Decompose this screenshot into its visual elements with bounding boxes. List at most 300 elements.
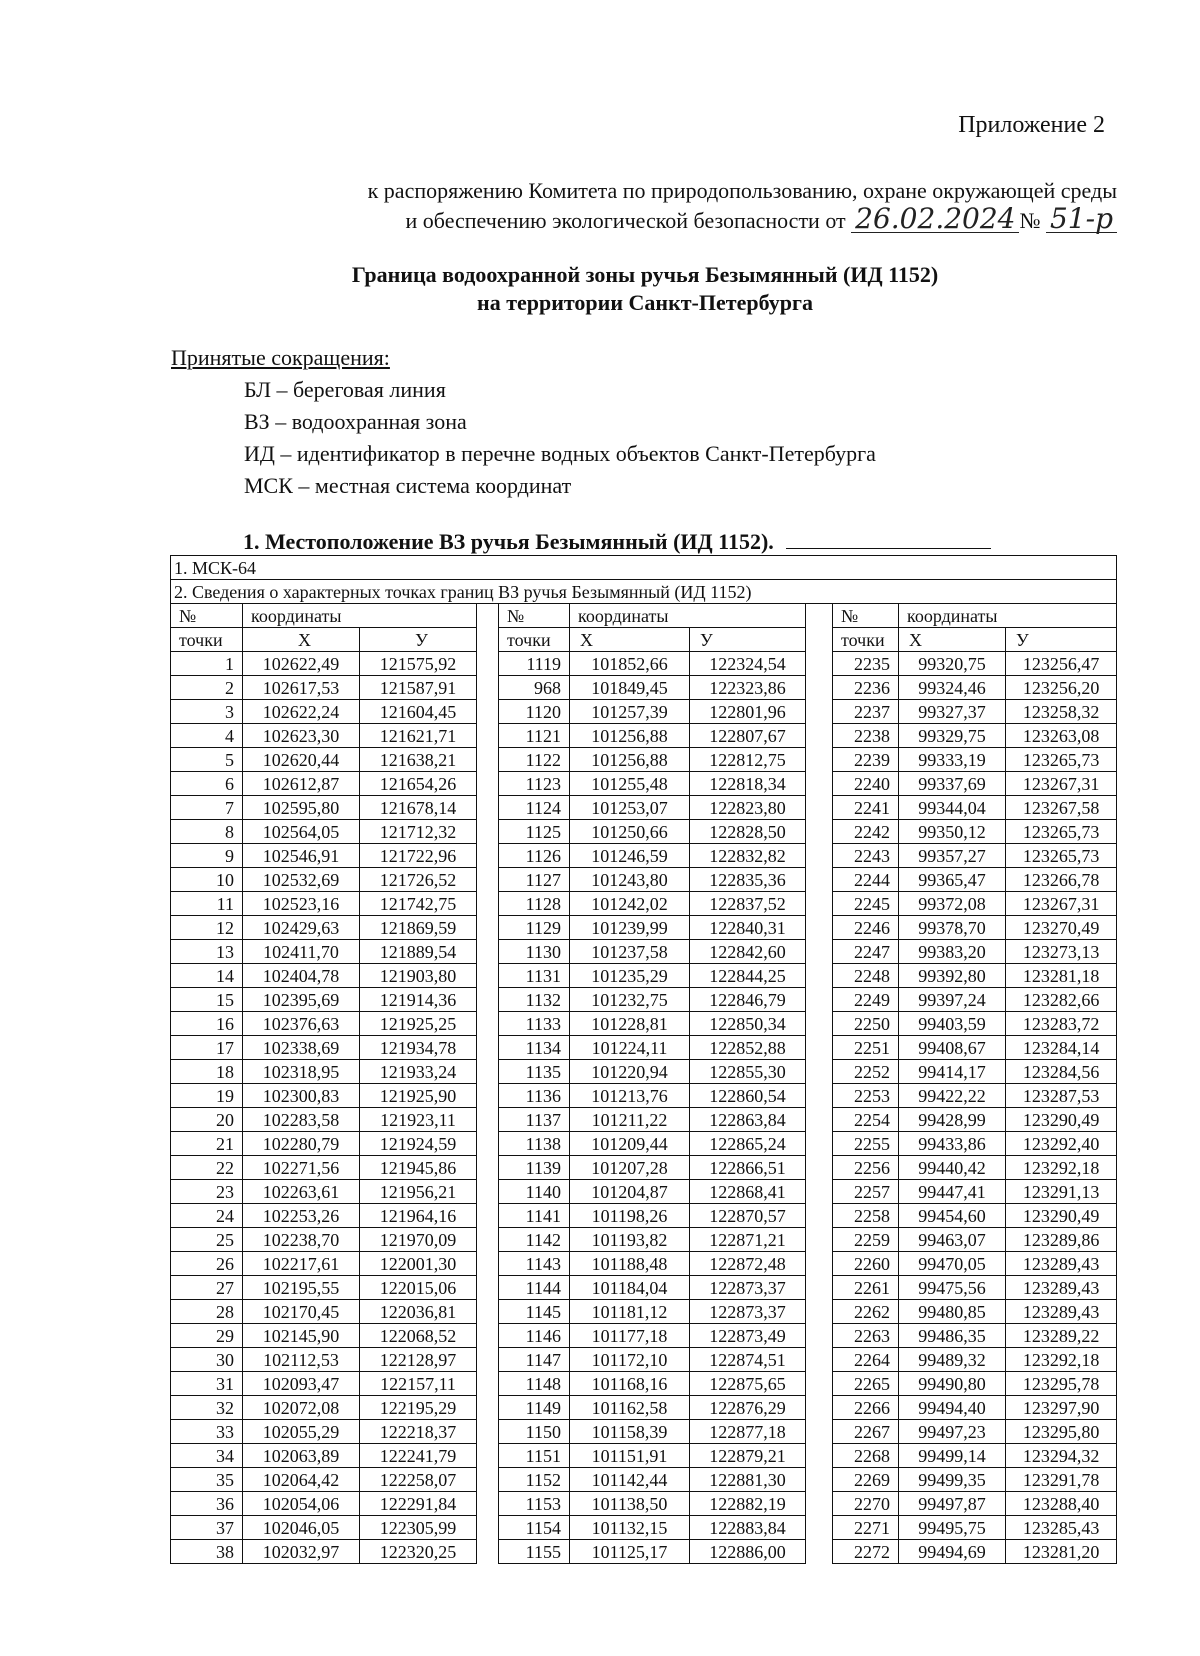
x-coordinate-cell: 102338,69 [243,1036,360,1060]
x-coordinate-cell: 101158,39 [570,1420,690,1444]
table-row [171,988,1117,1012]
y-coordinate-cell: 122863,84 [690,1108,806,1132]
table-row-description [171,580,1117,604]
y-coordinate-cell: 122323,86 [690,676,806,700]
column-gap [477,1420,499,1444]
y-coordinate-cell: 123258,32 [1006,700,1117,724]
point-number-cell: 1149 [499,1396,570,1420]
column-gap [477,1300,499,1324]
y-coordinate-cell: 123291,13 [1006,1180,1117,1204]
table-row [171,1444,1117,1468]
table-row [171,1204,1117,1228]
x-coordinate-cell: 102532,69 [243,868,360,892]
x-coordinate-cell: 99357,27 [899,844,1006,868]
y-coordinate-cell: 122801,96 [690,700,806,724]
point-number-cell: 2264 [833,1348,899,1372]
y-coordinate-cell: 121923,11 [360,1108,477,1132]
y-coordinate-cell: 123292,18 [1006,1156,1117,1180]
y-coordinate-cell: 122852,88 [690,1036,806,1060]
x-coordinate-cell: 101193,82 [570,1228,690,1252]
column-gap [477,1348,499,1372]
x-coordinate-cell: 99324,46 [899,676,1006,700]
column-gap [477,892,499,916]
point-number-cell: 1129 [499,916,570,940]
y-coordinate-cell: 122823,80 [690,796,806,820]
point-number-cell: 1153 [499,1492,570,1516]
y-coordinate-cell: 122001,30 [360,1252,477,1276]
header-no: № [171,604,243,628]
y-coordinate-cell: 122015,06 [360,1276,477,1300]
column-gap [477,1060,499,1084]
document-title-line-1: Граница водоохранной зоны ручья Безымянный (ИД 1152) [351,262,939,287]
point-number-cell: 12 [171,916,243,940]
x-coordinate-cell: 101255,48 [570,772,690,796]
x-coordinate-cell: 101243,80 [570,868,690,892]
point-number-cell: 1147 [499,1348,570,1372]
y-coordinate-cell: 122846,79 [690,988,806,1012]
point-number-cell: 1155 [499,1540,570,1564]
y-coordinate-cell: 123282,66 [1006,988,1117,1012]
point-number-cell: 1146 [499,1324,570,1348]
x-coordinate-cell: 101852,66 [570,652,690,676]
number-sign: № [1019,208,1041,233]
x-coordinate-cell: 101250,66 [570,820,690,844]
point-number-cell: 2251 [833,1036,899,1060]
point-number-cell: 14 [171,964,243,988]
column-gap [477,1180,499,1204]
point-number-cell: 2236 [833,676,899,700]
point-number-cell: 1151 [499,1444,570,1468]
x-coordinate-cell: 101257,39 [570,700,690,724]
y-coordinate-cell: 122324,54 [690,652,806,676]
x-coordinate-cell: 101228,81 [570,1012,690,1036]
x-coordinate-cell: 101224,11 [570,1036,690,1060]
column-gap [806,1252,833,1276]
point-number-cell: 1154 [499,1516,570,1540]
y-coordinate-cell: 122291,84 [360,1492,477,1516]
x-coordinate-cell: 102300,83 [243,1084,360,1108]
x-coordinate-cell: 101239,99 [570,916,690,940]
y-coordinate-cell: 122877,18 [690,1420,806,1444]
y-coordinate-cell: 123289,43 [1006,1252,1117,1276]
point-number-cell: 1124 [499,796,570,820]
x-coordinate-cell: 102617,53 [243,676,360,700]
x-coordinate-cell: 99433,86 [899,1132,1006,1156]
column-gap [806,1012,833,1036]
table-row [171,1420,1117,1444]
x-coordinate-cell: 99397,24 [899,988,1006,1012]
table-row [171,676,1117,700]
y-coordinate-cell: 121604,45 [360,700,477,724]
y-coordinate-cell: 123265,73 [1006,748,1117,772]
header-y: У [1006,628,1117,652]
x-coordinate-cell: 101188,48 [570,1252,690,1276]
y-coordinate-cell: 123288,40 [1006,1492,1117,1516]
x-coordinate-cell: 101235,29 [570,964,690,988]
column-gap [806,1276,833,1300]
table-description-cell: 2. Сведения о характерных точках границ ВЗ ручья Безымянный (ИД 1152) [171,580,1117,604]
x-coordinate-cell: 99392,80 [899,964,1006,988]
y-coordinate-cell: 123265,73 [1006,820,1117,844]
table-row [171,796,1117,820]
y-coordinate-cell: 122835,36 [690,868,806,892]
y-coordinate-cell: 123289,86 [1006,1228,1117,1252]
point-number-cell: 4 [171,724,243,748]
x-coordinate-cell: 101256,88 [570,724,690,748]
point-number-cell: 2247 [833,940,899,964]
x-coordinate-cell: 101211,22 [570,1108,690,1132]
y-coordinate-cell: 121924,59 [360,1132,477,1156]
point-number-cell: 1142 [499,1228,570,1252]
x-coordinate-cell: 99470,05 [899,1252,1006,1276]
x-coordinate-cell: 101232,75 [570,988,690,1012]
point-number-cell: 2260 [833,1252,899,1276]
header-point: точки [833,628,899,652]
point-number-cell: 5 [171,748,243,772]
point-number-cell: 25 [171,1228,243,1252]
header-no: № [833,604,899,628]
x-coordinate-cell: 101204,87 [570,1180,690,1204]
y-coordinate-cell: 121914,36 [360,988,477,1012]
y-coordinate-cell: 122882,19 [690,1492,806,1516]
x-coordinate-cell: 102623,30 [243,724,360,748]
x-coordinate-cell: 102612,87 [243,772,360,796]
x-coordinate-cell: 99454,60 [899,1204,1006,1228]
point-number-cell: 37 [171,1516,243,1540]
x-coordinate-cell: 102523,16 [243,892,360,916]
y-coordinate-cell: 123256,47 [1006,652,1117,676]
column-gap [477,724,499,748]
table-row [171,1516,1117,1540]
x-coordinate-cell: 102032,97 [243,1540,360,1564]
x-coordinate-cell: 102112,53 [243,1348,360,1372]
x-coordinate-cell: 101213,76 [570,1084,690,1108]
handwritten-order-number: 51-р [1046,206,1117,233]
x-coordinate-cell: 99333,19 [899,748,1006,772]
x-coordinate-cell: 102072,08 [243,1396,360,1420]
y-coordinate-cell: 123292,40 [1006,1132,1117,1156]
x-coordinate-cell: 99344,04 [899,796,1006,820]
coordinates-table [170,555,1117,1564]
y-coordinate-cell: 122832,82 [690,844,806,868]
x-coordinate-cell: 101151,91 [570,1444,690,1468]
x-coordinate-cell: 99378,70 [899,916,1006,940]
point-number-cell: 20 [171,1108,243,1132]
y-coordinate-cell: 123267,31 [1006,772,1117,796]
x-coordinate-cell: 99497,23 [899,1420,1006,1444]
table-row [171,1180,1117,1204]
table-row [171,700,1117,724]
column-gap [477,1084,499,1108]
column-gap [806,1348,833,1372]
y-coordinate-cell: 122873,37 [690,1300,806,1324]
y-coordinate-cell: 123263,08 [1006,724,1117,748]
x-coordinate-cell: 101256,88 [570,748,690,772]
column-gap [806,916,833,940]
y-coordinate-cell: 122879,21 [690,1444,806,1468]
table-row [171,1012,1117,1036]
point-number-cell: 1128 [499,892,570,916]
point-number-cell: 1150 [499,1420,570,1444]
y-coordinate-cell: 122036,81 [360,1300,477,1324]
point-number-cell: 2268 [833,1444,899,1468]
y-coordinate-cell: 123273,13 [1006,940,1117,964]
y-coordinate-cell: 123287,53 [1006,1084,1117,1108]
column-gap [477,628,499,652]
column-gap [806,1084,833,1108]
y-coordinate-cell: 122873,49 [690,1324,806,1348]
y-coordinate-cell: 122870,57 [690,1204,806,1228]
x-coordinate-cell: 99422,22 [899,1084,1006,1108]
table-row [171,1156,1117,1180]
x-coordinate-cell: 102411,70 [243,940,360,964]
column-gap [477,1108,499,1132]
table-row [171,1396,1117,1420]
x-coordinate-cell: 102622,24 [243,700,360,724]
y-coordinate-cell: 123256,20 [1006,676,1117,700]
column-gap [477,1156,499,1180]
header-point: точки [171,628,243,652]
point-number-cell: 10 [171,868,243,892]
point-number-cell: 2271 [833,1516,899,1540]
x-coordinate-cell: 101181,12 [570,1300,690,1324]
point-number-cell: 28 [171,1300,243,1324]
point-number-cell: 36 [171,1492,243,1516]
column-gap [806,1516,833,1540]
point-number-cell: 1 [171,652,243,676]
x-coordinate-cell: 102546,91 [243,844,360,868]
y-coordinate-cell: 121742,75 [360,892,477,916]
table-row [171,916,1117,940]
y-coordinate-cell: 122873,37 [690,1276,806,1300]
x-coordinate-cell: 102093,47 [243,1372,360,1396]
x-coordinate-cell: 99329,75 [899,724,1006,748]
table-header-row-2 [171,628,1117,652]
y-coordinate-cell: 122828,50 [690,820,806,844]
y-coordinate-cell: 123289,22 [1006,1324,1117,1348]
x-coordinate-cell: 101253,07 [570,796,690,820]
x-coordinate-cell: 99372,08 [899,892,1006,916]
point-number-cell: 2245 [833,892,899,916]
y-coordinate-cell: 121678,14 [360,796,477,820]
x-coordinate-cell: 101138,50 [570,1492,690,1516]
x-coordinate-cell: 101184,04 [570,1276,690,1300]
x-coordinate-cell: 99383,20 [899,940,1006,964]
point-number-cell: 1126 [499,844,570,868]
point-number-cell: 2238 [833,724,899,748]
point-number-cell: 18 [171,1060,243,1084]
y-coordinate-cell: 121889,54 [360,940,477,964]
column-gap [806,676,833,700]
section-title-text: 1. Местоположение ВЗ ручья Безымянный (ИД 1152). [243,529,774,554]
section-title-rule [786,547,991,549]
column-gap [806,1132,833,1156]
column-gap [477,844,499,868]
y-coordinate-cell: 123270,49 [1006,916,1117,940]
point-number-cell: 21 [171,1132,243,1156]
y-coordinate-cell: 121575,92 [360,652,477,676]
point-number-cell: 6 [171,772,243,796]
column-gap [806,820,833,844]
y-coordinate-cell: 121956,21 [360,1180,477,1204]
point-number-cell: 27 [171,1276,243,1300]
point-number-cell: 1137 [499,1108,570,1132]
point-number-cell: 2246 [833,916,899,940]
point-number-cell: 2272 [833,1540,899,1564]
x-coordinate-cell: 99428,99 [899,1108,1006,1132]
y-coordinate-cell: 121925,90 [360,1084,477,1108]
x-coordinate-cell: 102622,49 [243,652,360,676]
column-gap [806,1372,833,1396]
column-gap [806,796,833,820]
point-number-cell: 2262 [833,1300,899,1324]
y-coordinate-cell: 121654,26 [360,772,477,796]
y-coordinate-cell: 122305,99 [360,1516,477,1540]
column-gap [806,1324,833,1348]
header-x: Х [243,628,360,652]
y-coordinate-cell: 121934,78 [360,1036,477,1060]
point-number-cell: 34 [171,1444,243,1468]
abbreviations-heading: Принятые сокращения: [171,345,390,370]
y-coordinate-cell: 122258,07 [360,1468,477,1492]
point-number-cell: 968 [499,676,570,700]
y-coordinate-cell: 123297,90 [1006,1396,1117,1420]
column-gap [477,748,499,772]
point-number-cell: 29 [171,1324,243,1348]
y-coordinate-cell: 123284,56 [1006,1060,1117,1084]
point-number-cell: 1140 [499,1180,570,1204]
y-coordinate-cell: 122876,29 [690,1396,806,1420]
point-number-cell: 30 [171,1348,243,1372]
point-number-cell: 1144 [499,1276,570,1300]
column-gap [477,1228,499,1252]
point-number-cell: 3 [171,700,243,724]
column-gap [477,1036,499,1060]
point-number-cell: 2259 [833,1228,899,1252]
y-coordinate-cell: 121638,21 [360,748,477,772]
order-reference-line-1: к распоряжению Комитета по природопользованию, охране окружающей среды [367,178,1117,203]
point-number-cell: 1130 [499,940,570,964]
x-coordinate-cell: 102564,05 [243,820,360,844]
header-y: У [690,628,806,652]
point-number-cell: 2249 [833,988,899,1012]
x-coordinate-cell: 102063,89 [243,1444,360,1468]
y-coordinate-cell: 122807,67 [690,724,806,748]
column-gap [806,1540,833,1564]
y-coordinate-cell: 121869,59 [360,916,477,940]
x-coordinate-cell: 99480,85 [899,1300,1006,1324]
point-number-cell: 2248 [833,964,899,988]
point-number-cell: 1134 [499,1036,570,1060]
column-gap [477,676,499,700]
column-gap [806,1036,833,1060]
point-number-cell: 26 [171,1252,243,1276]
table-row [171,1324,1117,1348]
column-gap [477,772,499,796]
table-row [171,868,1117,892]
y-coordinate-cell: 122128,97 [360,1348,477,1372]
column-gap [477,1324,499,1348]
x-coordinate-cell: 99408,67 [899,1036,1006,1060]
x-coordinate-cell: 99494,40 [899,1396,1006,1420]
header-x: Х [570,628,690,652]
x-coordinate-cell: 102318,95 [243,1060,360,1084]
order-reference-line-2 [405,202,1117,235]
y-coordinate-cell: 122840,31 [690,916,806,940]
header-coordinates: координаты [899,604,1117,628]
y-coordinate-cell: 123266,78 [1006,868,1117,892]
table-row [171,844,1117,868]
x-coordinate-cell: 101172,10 [570,1348,690,1372]
column-gap [477,988,499,1012]
x-coordinate-cell: 102253,26 [243,1204,360,1228]
point-number-cell: 2250 [833,1012,899,1036]
column-gap [806,844,833,868]
x-coordinate-cell: 102145,90 [243,1324,360,1348]
y-coordinate-cell: 121964,16 [360,1204,477,1228]
point-number-cell: 2256 [833,1156,899,1180]
table-row [171,652,1117,676]
point-number-cell: 1132 [499,988,570,1012]
x-coordinate-cell: 99497,87 [899,1492,1006,1516]
y-coordinate-cell: 122883,84 [690,1516,806,1540]
table-row [171,1252,1117,1276]
point-number-cell: 2244 [833,868,899,892]
point-number-cell: 17 [171,1036,243,1060]
point-number-cell: 2239 [833,748,899,772]
header-y: У [360,628,477,652]
point-number-cell: 32 [171,1396,243,1420]
y-coordinate-cell: 121925,25 [360,1012,477,1036]
column-gap [806,1156,833,1180]
handwritten-date: 26.02.2024 [851,206,1019,233]
table-row [171,1036,1117,1060]
header-x: Х [899,628,1006,652]
y-coordinate-cell: 123281,20 [1006,1540,1117,1564]
point-number-cell: 1136 [499,1084,570,1108]
point-number-cell: 1135 [499,1060,570,1084]
column-gap [477,700,499,724]
abbreviation-item: МСК – местная система координат [244,473,572,498]
point-number-cell: 1125 [499,820,570,844]
x-coordinate-cell: 101237,58 [570,940,690,964]
point-number-cell: 1143 [499,1252,570,1276]
x-coordinate-cell: 99475,56 [899,1276,1006,1300]
point-number-cell: 2254 [833,1108,899,1132]
y-coordinate-cell: 122865,24 [690,1132,806,1156]
point-number-cell: 11 [171,892,243,916]
y-coordinate-cell: 123290,49 [1006,1204,1117,1228]
x-coordinate-cell: 99440,42 [899,1156,1006,1180]
y-coordinate-cell: 122812,75 [690,748,806,772]
y-coordinate-cell: 122842,60 [690,940,806,964]
abbreviation-item: БЛ – береговая линия [244,377,446,402]
point-number-cell: 2237 [833,700,899,724]
point-number-cell: 1123 [499,772,570,796]
y-coordinate-cell: 122068,52 [360,1324,477,1348]
x-coordinate-cell: 99486,35 [899,1324,1006,1348]
column-gap [806,1180,833,1204]
column-gap [477,1204,499,1228]
point-number-cell: 2253 [833,1084,899,1108]
y-coordinate-cell: 122195,29 [360,1396,477,1420]
y-coordinate-cell: 123267,31 [1006,892,1117,916]
table-row [171,1276,1117,1300]
column-gap [806,772,833,796]
table-row [171,748,1117,772]
x-coordinate-cell: 101162,58 [570,1396,690,1420]
x-coordinate-cell: 99337,69 [899,772,1006,796]
